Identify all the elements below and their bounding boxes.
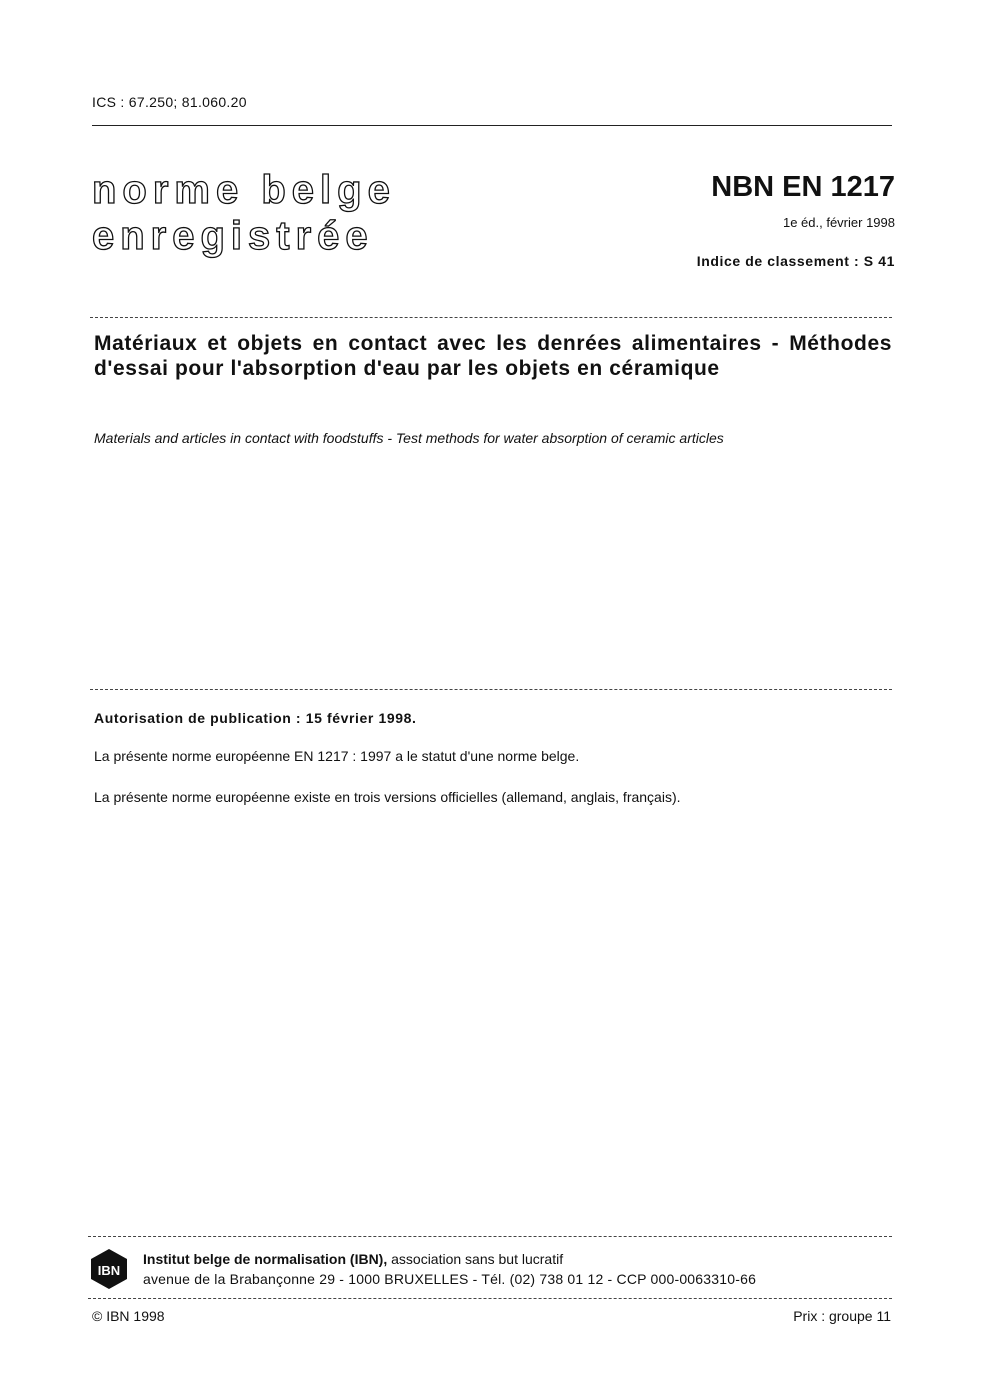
brand-line-1: norme belge [92, 168, 396, 212]
footer-rule-top [88, 1236, 892, 1237]
title-french: Matériaux et objets en contact avec les denrées alimentaires - Méthodes d'essai pour l'absorption d'eau par les objets en céramique [94, 332, 892, 380]
price-group: Prix : groupe 11 [793, 1308, 891, 1324]
institute-description: association sans but lucratif [391, 1251, 564, 1267]
classification [697, 253, 895, 269]
brand-line-2: enregistrée [92, 214, 374, 258]
institute-address: avenue de la Brabançonne 29 - 1000 BRUXELLES - Tél. (02) 738 01 12 - CCP 000-0063310-66 [143, 1271, 757, 1287]
publication-authorization [94, 710, 416, 726]
title-english: Materials and articles in contact with foodstuffs - Test methods for water absorption of ceramic articles [94, 430, 724, 446]
section-rule [90, 689, 892, 690]
svg-text:IBN: IBN [97, 1263, 121, 1278]
header-rule [92, 125, 892, 126]
copyright: © IBN 1998 [92, 1308, 165, 1324]
authorization-date: 15 février 1998. [305, 710, 417, 726]
edition: 1e éd., février 1998 [782, 215, 895, 230]
official-versions-statement: La présente norme européenne existe en trois versions officielles (allemand, anglais, français). [94, 789, 681, 805]
institute-line [143, 1251, 563, 1267]
authorization-label: Autorisation de publication : [94, 710, 302, 726]
standard-number: NBN EN 1217 [711, 171, 895, 203]
classification-label: Indice de classement : [696, 253, 860, 269]
title-rule [90, 317, 892, 318]
belgian-status-statement: La présente norme européenne EN 1217 : 1997 a le statut d'une norme belge. [94, 748, 580, 764]
ics-code: ICS : 67.250; 81.060.20 [92, 94, 247, 110]
footer-rule-bottom [88, 1298, 892, 1299]
classification-value: S 41 [863, 253, 895, 269]
ibn-logo-icon [88, 1248, 130, 1290]
institute-name: Institut belge de normalisation (IBN), [143, 1251, 388, 1267]
